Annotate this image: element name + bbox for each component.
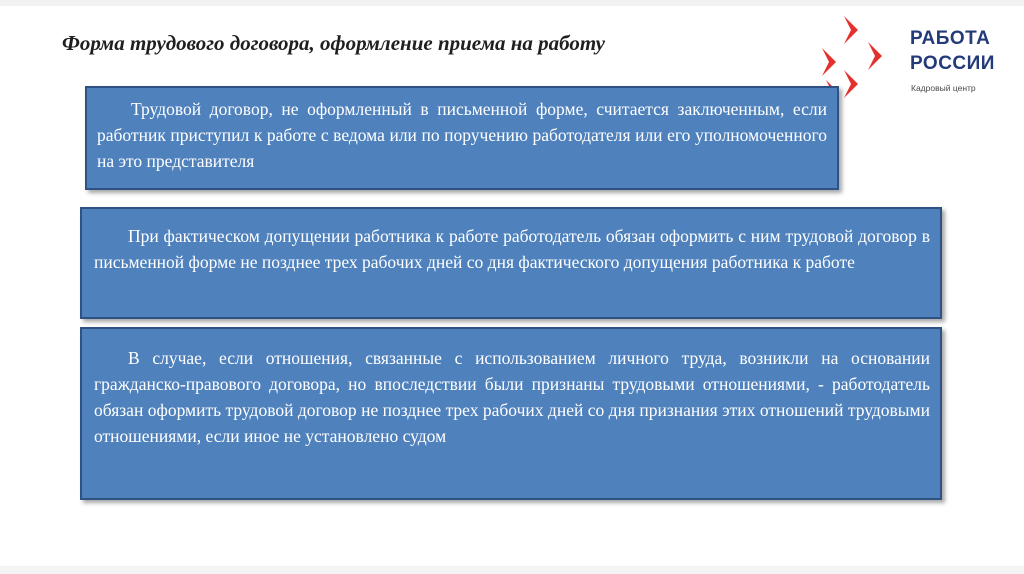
bottom-divider [0, 566, 1024, 574]
top-divider [0, 0, 1024, 6]
logo-word-2: РОССИИ [910, 53, 995, 74]
text-block-3-content: В случае, если отношения, связанные с использованием личного труда, возникли на основании гражданско-правового договора, но впоследствии были признаны трудовыми отношениями, - работодатель обязан оформить трудовой договор не позднее трех рабочих дней со дня признания этих отношений трудовыми отношениями, если иное не установлено судом [94, 348, 930, 446]
logo-word-1: РАБОТА [910, 28, 991, 49]
logo [818, 12, 1018, 102]
logo-subtitle: Кадровый центр [911, 83, 976, 93]
slide-title: Форма трудового договора, оформление приема на работу [62, 31, 605, 55]
text-block-2-content: При фактическом допущении работника к работе работодатель обязан оформить с ним трудовой договор в письменной форме не позднее трех рабочих дней со дня фактического допущения работника к работе [94, 226, 930, 272]
text-block-1 [85, 86, 839, 190]
text-block-3 [80, 327, 942, 500]
text-block-2 [80, 207, 942, 319]
text-block-1-content: Трудовой договор, не оформленный в письменной форме, считается заключенным, если работник приступил к работе с ведома или по поручению работодателя или его уполномоченного на это представителя [97, 99, 827, 171]
